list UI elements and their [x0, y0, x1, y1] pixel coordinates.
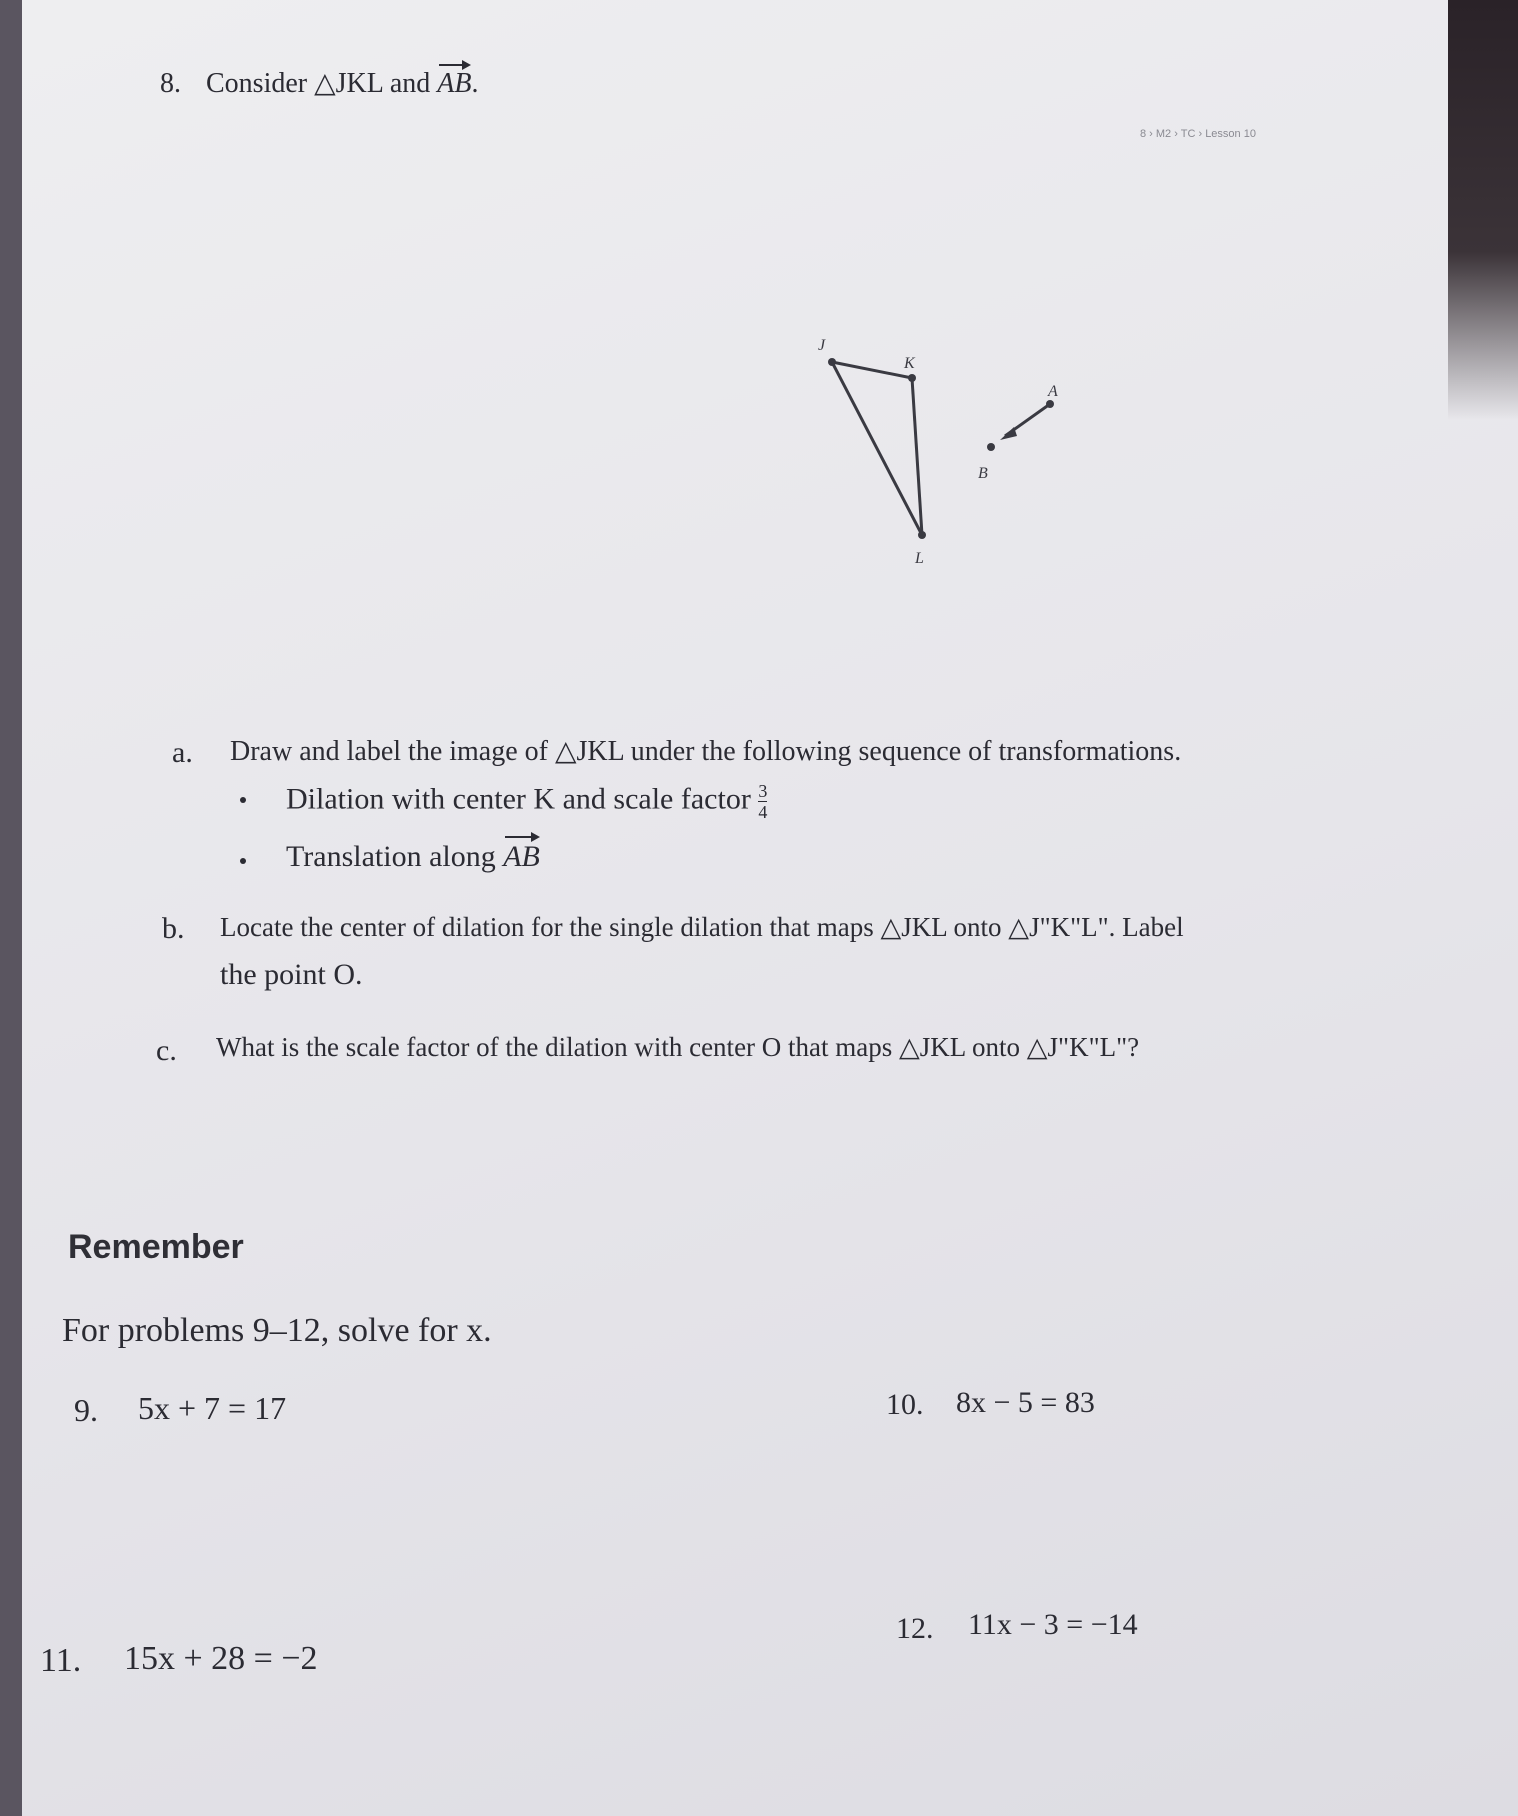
part-a-letter: a.: [172, 736, 193, 769]
problem-12-number: 12.: [896, 1612, 934, 1645]
segment-jl: [832, 362, 922, 535]
problem-11-number: 11.: [40, 1642, 82, 1679]
label-j: J: [818, 337, 826, 354]
problem-9-number: 9.: [74, 1392, 98, 1428]
problem-8-number: 8.: [160, 68, 181, 99]
bullet-2-text: Translation along: [286, 840, 496, 873]
bullet-2-row: [286, 840, 540, 874]
scale-factor-fraction: [758, 782, 767, 821]
point-l: [918, 531, 926, 539]
point-a: [1046, 400, 1054, 408]
bullet-2-vector: AB: [503, 840, 540, 873]
bullet-1-text: Dilation with center K and scale factor: [286, 782, 751, 816]
point-b: [987, 443, 995, 451]
label-k: K: [904, 355, 915, 372]
remember-instruction: For problems 9–12, solve for x.: [62, 1312, 492, 1349]
label-a: A: [1048, 383, 1058, 400]
part-b-letter: b.: [162, 912, 185, 945]
segment-kl: [912, 378, 922, 535]
part-c-text: What is the scale factor of the dilation with center O that maps △JKL onto △J"K"L"?: [216, 1032, 1140, 1062]
problem-11-equation: 15x + 28 = −2: [124, 1640, 318, 1677]
problem-12-equation: 11x − 3 = −14: [968, 1608, 1138, 1641]
label-l: L: [915, 550, 924, 567]
problem-8-intro-vector: AB: [437, 68, 472, 99]
problem-10-equation: 8x − 5 = 83: [956, 1386, 1095, 1419]
bullet-2: [240, 858, 246, 864]
fraction-denominator: 4: [758, 802, 768, 822]
fraction-numerator: 3: [758, 781, 768, 801]
ray-ab-arrowhead: [1000, 427, 1017, 440]
remember-heading: Remember: [68, 1228, 244, 1266]
part-a-text: Draw and label the image of △JKL under the following sequence of transformations.: [230, 736, 1182, 767]
problem-10-number: 10.: [886, 1388, 924, 1421]
lesson-tag: 8 › M2 › TC › Lesson 10: [1140, 128, 1256, 140]
problem-8-intro-prefix: Consider △JKL and: [206, 68, 431, 99]
problem-9-equation: 5x + 7 = 17: [138, 1390, 287, 1426]
part-c-letter: c.: [156, 1034, 177, 1067]
part-b-line1: Locate the center of dilation for the single dilation that maps △JKL onto △J"K"L". Label: [220, 912, 1184, 942]
bullet-1-row: [286, 782, 767, 821]
point-k: [908, 374, 916, 382]
problem-8-intro-suffix: .: [471, 68, 479, 99]
part-b-line2: the point O.: [220, 958, 363, 991]
point-j: [828, 358, 836, 366]
segment-jk: [832, 362, 912, 378]
bullet-1: [240, 797, 246, 803]
label-b: B: [978, 465, 988, 482]
